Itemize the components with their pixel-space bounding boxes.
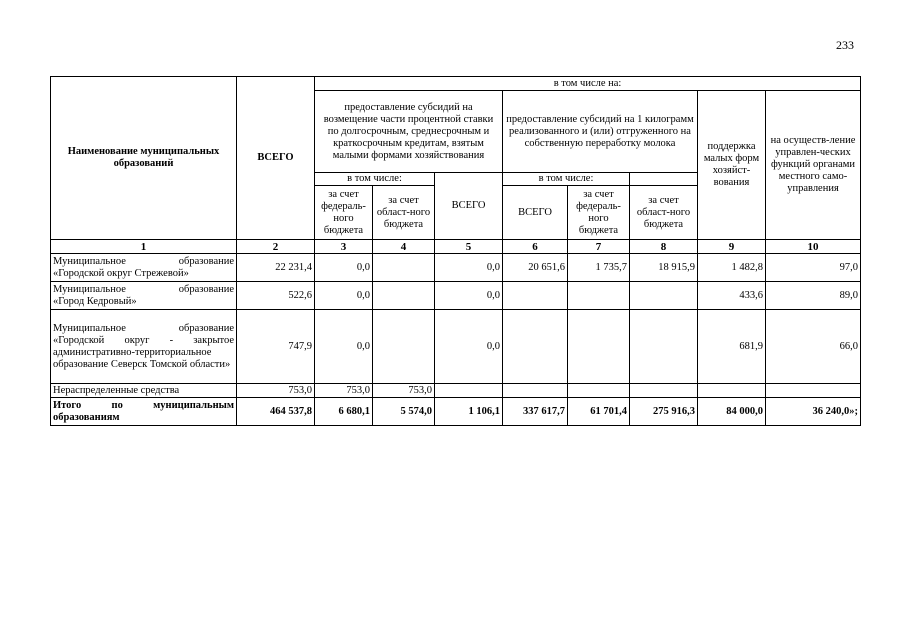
table-row [51,282,861,310]
row-name [51,254,237,282]
cell-value: 22 231,4 [237,254,315,282]
total-value: 5 574,0 [373,398,435,426]
total-row [51,398,861,426]
row-name-rest: «Городской округ - закрытое административно-территориальное образование Северск Томской области» [53,334,234,370]
cell-value: 522,6 [237,282,315,310]
column-number: 4 [373,240,435,254]
header-group2-total: ВСЕГО [503,186,568,240]
cell-value [503,282,568,310]
cell-value [766,384,861,398]
row-name-line1: Муниципальное образование [53,283,234,295]
row-name-rest: «Город Кедровый» [53,295,137,307]
cell-value: 66,0 [766,310,861,384]
cell-value: 681,9 [698,310,766,384]
cell-value [503,384,568,398]
cell-value [698,384,766,398]
header-group1-including: в том числе: [315,173,435,186]
total-value: 36 240,0»; [766,398,861,426]
column-number: 3 [315,240,373,254]
total-value: 84 000,0 [698,398,766,426]
total-value: 61 701,4 [568,398,630,426]
total-value: 464 537,8 [237,398,315,426]
subsidy-distribution-table [50,76,861,426]
cell-value: 747,9 [237,310,315,384]
header-name-col: Наименование муниципальных образований [51,77,237,240]
row-name-line1: Муниципальное образование [53,255,234,267]
column-number: 10 [766,240,861,254]
column-number: 8 [630,240,698,254]
cell-value: 18 915,9 [630,254,698,282]
column-number: 5 [435,240,503,254]
cell-value [435,384,503,398]
cell-value: 97,0 [766,254,861,282]
total-row-name: Итого по муниципальным образованиям [51,398,237,426]
cell-value [373,310,435,384]
column-number: 7 [568,240,630,254]
cell-value: 753,0 [237,384,315,398]
header-group1-total: ВСЕГО [435,173,503,240]
header-group2-federal: за счет федераль-ного бюджета [568,186,630,240]
cell-value: 753,0 [373,384,435,398]
header-total-col: ВСЕГО [237,77,315,240]
cell-value [503,310,568,384]
cell-value: 0,0 [435,310,503,384]
header-including: в том числе на: [315,77,861,91]
total-value: 1 106,1 [435,398,503,426]
row-name-line1: Муниципальное образование [53,322,234,334]
page-number: 233 [836,38,854,52]
cell-value [568,310,630,384]
column-numbers-row [51,240,861,254]
cell-value: 0,0 [435,254,503,282]
row-name-rest: «Городской округ Стрежевой» [53,267,189,279]
cell-value: 20 651,6 [503,254,568,282]
header-group2-regional: за счет област-ного бюджета [630,186,698,240]
cell-value: 753,0 [315,384,373,398]
header-support-small: поддержка малых форм хозяйст-вования [698,91,766,240]
header-group1-title: предоставление субсидий на возмещение части процентной ставки по долгосрочным, среднесрочным и краткосрочным кредитам, взятым малыми формами хозяйствования [315,91,503,173]
column-number: 6 [503,240,568,254]
cell-value: 89,0 [766,282,861,310]
cell-value [373,282,435,310]
cell-value [373,254,435,282]
table-row [51,310,861,384]
cell-value: 0,0 [435,282,503,310]
total-value: 275 916,3 [630,398,698,426]
row-name [51,282,237,310]
cell-value: 0,0 [315,310,373,384]
column-number: 1 [51,240,237,254]
total-value: 6 680,1 [315,398,373,426]
cell-value [630,384,698,398]
column-number: 2 [237,240,315,254]
cell-value: 0,0 [315,282,373,310]
cell-value [568,384,630,398]
cell-value: 1 735,7 [568,254,630,282]
header-group1-regional: за счет област-ного бюджета [373,186,435,240]
cell-value [630,310,698,384]
cell-value: 433,6 [698,282,766,310]
cell-value [568,282,630,310]
cell-value: 1 482,8 [698,254,766,282]
header-group2-including: в том числе: [503,173,630,186]
row-name: Нераспределенные средства [51,384,237,398]
cell-value: 0,0 [315,254,373,282]
cell-value [630,282,698,310]
header-group2-title: предоставление субсидий на 1 килограмм реализованного и (или) отгруженного на собственную переработку молока [503,91,698,173]
column-number: 9 [698,240,766,254]
table-row [51,254,861,282]
header-group1-federal: за счет федераль-ного бюджета [315,186,373,240]
header-local-gov: на осуществ-ление управлен-ческих функций органами местного само-управления [766,91,861,240]
table-row [51,384,861,398]
row-name [51,310,237,384]
total-value: 337 617,7 [503,398,568,426]
